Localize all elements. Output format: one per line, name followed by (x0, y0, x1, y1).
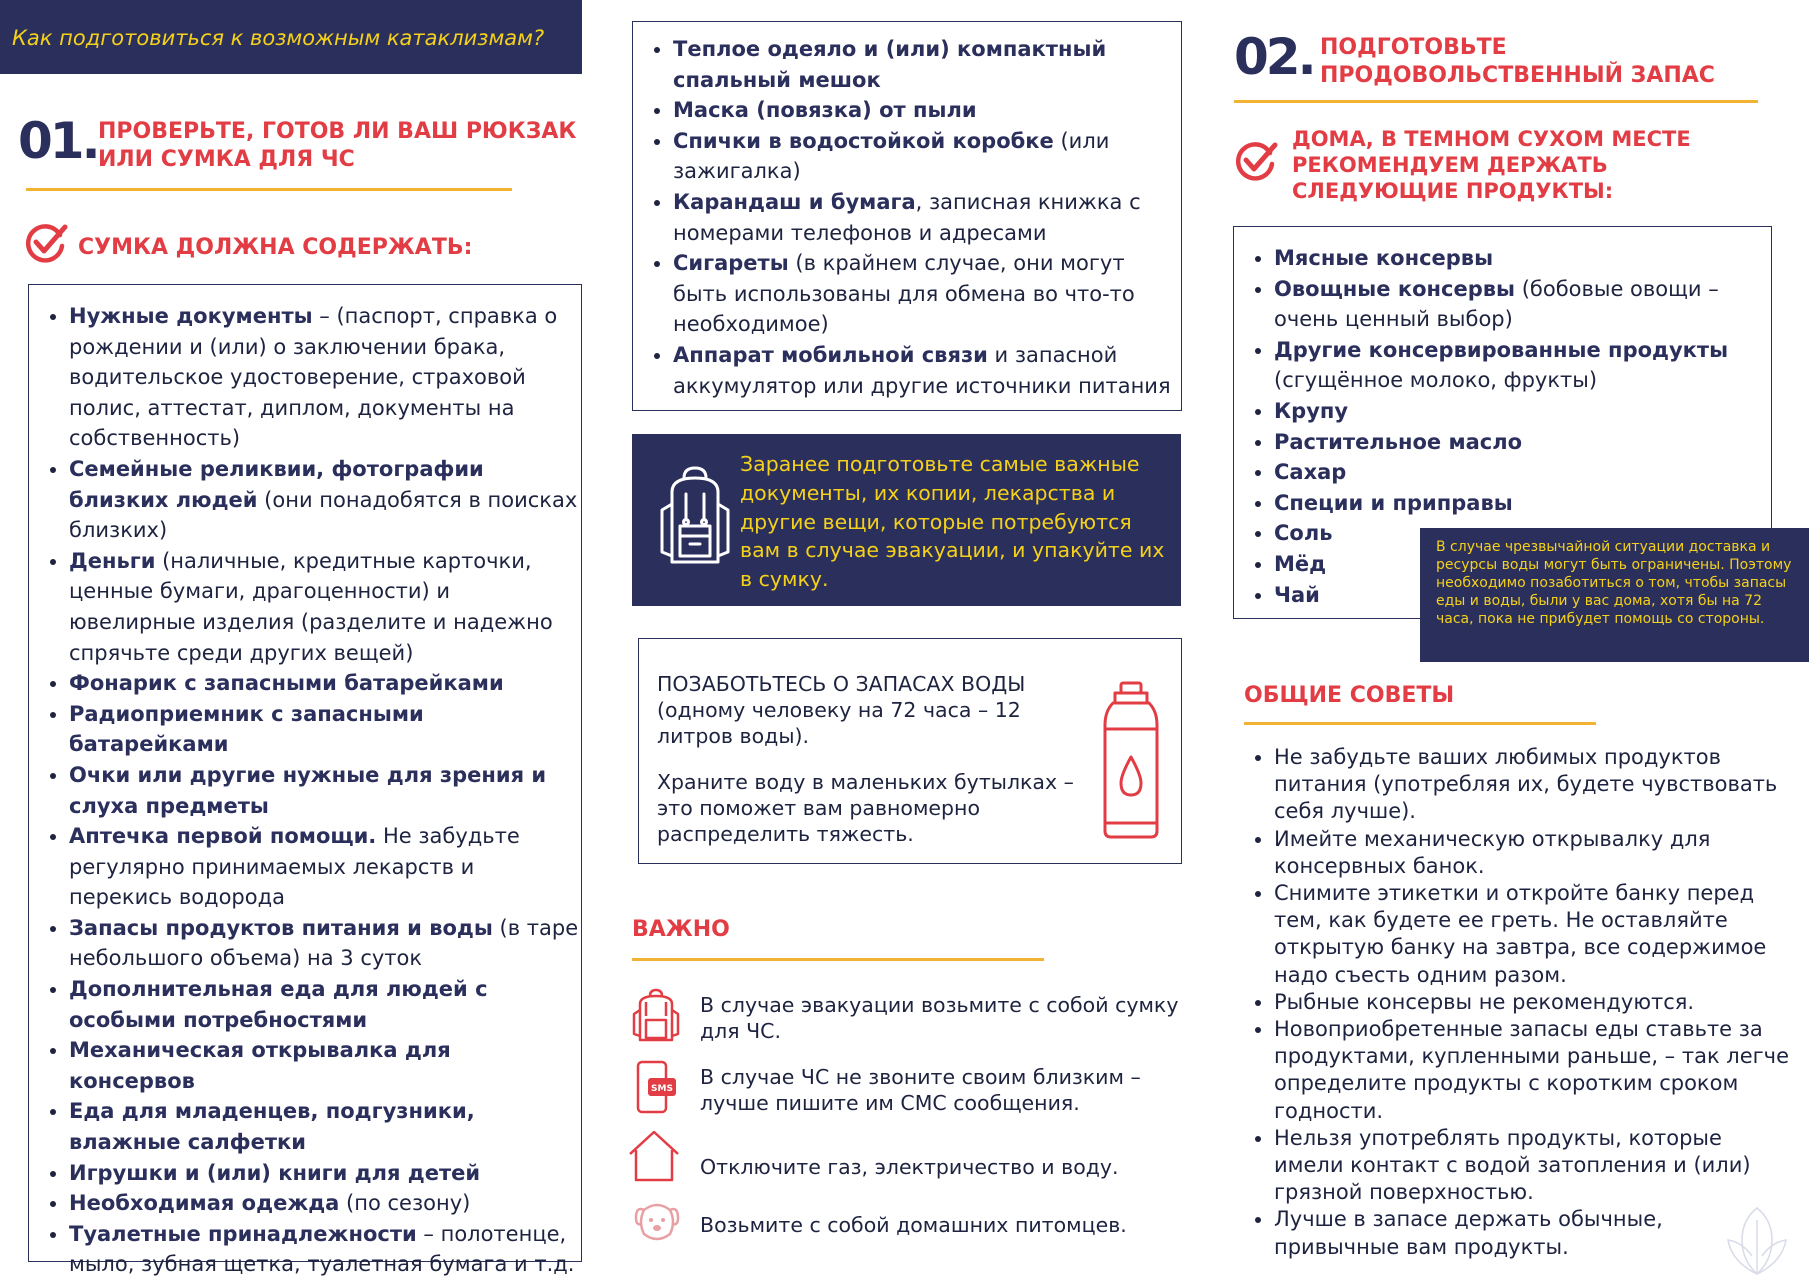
bag-contents-list (29, 301, 581, 1280)
bag-item-bold: Радиоприемник с запасными батарейками (69, 701, 424, 757)
tip-item (1274, 826, 1794, 880)
emergency-note-panel (1420, 528, 1809, 662)
check-circle-icon (1234, 140, 1278, 184)
tips-underline (1244, 722, 1596, 725)
water-supply-box (638, 638, 1182, 864)
dog-icon (632, 1196, 682, 1246)
food-item-detail: (бобовые овощи – очень ценный выбор) (1274, 276, 1719, 332)
food-item-bold: Чай (1274, 582, 1320, 607)
tip-item-text: Снимите этикетки и откройте банку перед тем, как будете ее греть. Не оставляйте открытую банку на завтра, все содержимое надо съесть одним разом. (1274, 881, 1767, 987)
food-item-bold: Другие консервированные продукты (1274, 337, 1729, 362)
bag-item (673, 187, 1181, 248)
section2-underline (1234, 100, 1758, 103)
tip-item-text: Новоприобретенные запасы еды ставьте за продуктами, купленными раньше, – так легче определите продукты с коротким сроком годности. (1274, 1017, 1790, 1123)
bag-item (69, 454, 581, 546)
food-item (1274, 457, 1771, 488)
bag-item-detail: (в таре небольшого объема) на 3 суток (69, 915, 579, 971)
section1-title (98, 118, 578, 174)
section1-number: 01. (18, 112, 98, 170)
food-item-bold: Растительное масло (1274, 429, 1523, 454)
food-item (1274, 274, 1771, 335)
tip-item-text: Нельзя употреблять продукты, которые имели контакт с водой затопления и (или) грязной поверхностью. (1274, 1125, 1751, 1205)
important-item (632, 1128, 1192, 1190)
important-item (632, 1060, 1192, 1122)
bag-item (69, 699, 581, 760)
food-item (1274, 243, 1771, 274)
bag-item-bold: Сигареты (673, 251, 789, 276)
section2-title-line2: ПРОДОВОЛЬСТВЕННЫЙ ЗАПАС (1320, 63, 1715, 88)
bag-item-bold: Теплое одеяло и (или) компактный спальный мешок (673, 37, 1107, 92)
important-item (632, 988, 1192, 1050)
house-icon (626, 1128, 682, 1184)
bag-item-detail: – (паспорт, справка о рождении и (или) о заключении брака, водительское удостоверение, страховой полис, аттестат, диплом, документы на собственность) (69, 304, 558, 451)
tip-item-text: Лучше в запасе держать обычные, привычные вам продукты. (1274, 1207, 1663, 1259)
bag-item-detail: (или зажигалка) (673, 128, 1110, 184)
bag-item (69, 913, 581, 974)
water-bottle-icon (1099, 681, 1163, 841)
bag-item-bold: Маска (повязка) от пыли (673, 98, 977, 123)
bag-item-detail: (в крайнем случае, они могут быть использованы для обмена во что-то необходимое) (673, 251, 1135, 337)
tip-item (1274, 744, 1794, 826)
bag-item-bold: Запасы продуктов питания и воды (69, 915, 493, 940)
tips-list (1234, 744, 1794, 1261)
emergency-note-text: В случае чрезвычайной ситуации доставка и ресурсы воды могут быть ограничены. Поэтому необходимо позаботиться о том, чтобы запасы еды и воды, были у вас дома, хотя бы на 72 часа, пока не прибудет помощь со стороны. (1436, 539, 1792, 627)
food-item (1274, 488, 1771, 519)
important-underline (632, 958, 1044, 961)
bag-item-bold: Еда для младенцев, подгузники, влажные салфетки (69, 1099, 475, 1155)
bag-item-detail: Не забудьте регулярно принимаемых лекарств и перекись водорода (69, 824, 520, 910)
important-item (632, 1196, 1192, 1258)
bag-item-bold: Игрушки и (или) книги для детей (69, 1160, 481, 1185)
bag-item-detail: , записная книжка с номерами телефонов и адресами (673, 189, 1141, 245)
bag-item (69, 821, 581, 913)
tip-item (1274, 1206, 1794, 1260)
bag-item (69, 546, 581, 668)
tips-heading: ОБЩИЕ СОВЕТЫ (1244, 683, 1455, 708)
tips-block (1234, 744, 1794, 1261)
sms-label: SMS (651, 1084, 673, 1094)
tip-item-text: Рыбные консервы не рекомендуются. (1274, 989, 1695, 1014)
bag-item-bold: Семейные реликвии, фотографии близких людей (69, 456, 484, 512)
food-item-bold: Сахар (1274, 460, 1347, 485)
important-item-text: Возьмите с собой домашних питомцев. (700, 1213, 1127, 1237)
section1-underline (26, 188, 512, 191)
bag-contents-continued-list (633, 34, 1181, 401)
bag-item-bold: Деньги (69, 548, 156, 573)
bag-item-bold: Карандаш и бумага (673, 189, 916, 214)
section1-title-line2: ИЛИ СУМКА ДЛЯ ЧС (98, 147, 355, 172)
tip-item (1274, 1125, 1794, 1207)
bag-contents-list-box (28, 284, 582, 1277)
food-item-bold: Мёд (1274, 551, 1327, 576)
food-item (1274, 335, 1771, 396)
bag-item (673, 95, 1181, 126)
bag-note-text: Заранее подготовьте самые важные документы, их копии, лекарства и другие вещи, которые потребуются вам в случае эвакуации, и упакуйте их в сумку. (740, 452, 1165, 592)
food-item-bold: Специи и приправы (1274, 490, 1513, 515)
sms-phone-icon (632, 1060, 680, 1116)
section2-number: 02. (1234, 28, 1314, 86)
food-item (1274, 427, 1771, 458)
decorative-emblem-icon (1722, 1200, 1792, 1278)
bag-item (673, 34, 1181, 95)
food-item (1274, 396, 1771, 427)
bag-item (69, 1219, 581, 1280)
bag-item (673, 126, 1181, 187)
section1-title-line1: ПРОВЕРЬТЕ, ГОТОВ ЛИ ВАШ РЮКЗАК (98, 119, 577, 144)
tip-item (1274, 1016, 1794, 1125)
tip-item (1274, 880, 1794, 989)
header-title: Как подготовиться к возможным катаклизмам? (12, 26, 545, 50)
bag-item (673, 340, 1181, 401)
important-item-text: В случае ЧС не звоните своим близким – лучше пишите им СМС сообщения. (700, 1065, 1141, 1115)
bag-item-bold: Механическая открывалка для консервов (69, 1038, 451, 1093)
bag-item-detail: (по сезону) (339, 1191, 471, 1216)
food-item-detail: (сгущённое молоко, фрукты) (1274, 368, 1598, 393)
bag-item-detail: (они понадобятся в поисках близких) (69, 487, 578, 543)
header-banner (0, 0, 582, 74)
section2-subheading: ДОМА, В ТЕМНОМ СУХОМ МЕСТЕ РЕКОМЕНДУЕМ ДЕРЖАТЬ СЛЕДУЮЩИЕ ПРОДУКТЫ: (1292, 127, 1691, 203)
bag-item-bold: Необходимая одежда (69, 1191, 340, 1216)
food-item-bold: Соль (1274, 521, 1333, 546)
water-supply-text-2: Храните воду в маленьких бутылках – это поможет вам равномерно распределить тяжесть. (657, 770, 1074, 846)
backpack-icon (650, 464, 740, 574)
backpack-icon (632, 988, 680, 1044)
bag-item-bold: Очки или другие нужные для зрения и слуха предметы (69, 762, 547, 818)
bag-item-detail: и запасной аккумулятор или другие источники питания (673, 342, 1171, 398)
food-item-bold: Овощные консервы (1274, 276, 1516, 301)
bag-item-bold: Дополнительная еда для людей с особыми потребностями (69, 977, 488, 1032)
bag-item-detail: (наличные, кредитные карточки, ценные бумаги, драгоценности) и ювелирные изделия (разделите и надежно спрячьте среди других вещей) (69, 548, 553, 665)
section1-subheading: СУМКА ДОЛЖНА СОДЕРЖАТЬ: (78, 235, 473, 260)
bag-item-bold: Фонарик с запасными батарейками (69, 671, 504, 696)
bag-item-bold: Аппарат мобильной связи (673, 342, 988, 367)
bag-item (69, 1158, 581, 1189)
food-item-bold: Мясные консервы (1274, 246, 1494, 270)
bag-item-bold: Туалетные принадлежности (69, 1221, 417, 1246)
bag-item-detail: – полотенце, мыло, зубная щетка, туалетная бумага и т.д. (69, 1221, 575, 1277)
bag-item (69, 1188, 581, 1219)
bag-item-bold: Аптечка первой помощи. (69, 824, 377, 849)
bag-item-bold: Нужные документы (69, 304, 313, 328)
bag-item (69, 1096, 581, 1157)
bag-item (69, 1035, 581, 1096)
important-item-text: Отключите газ, электричество и воду. (700, 1155, 1119, 1179)
bag-item (69, 301, 581, 454)
check-circle-icon (24, 222, 68, 266)
section2-title (1320, 34, 1800, 90)
tip-item-text: Не забудьте ваших любимых продуктов питания (употребляя их, будете чувствовать себя лучше). (1274, 745, 1778, 824)
section2-title-line1: ПОДГОТОВЬТЕ (1320, 35, 1507, 60)
bag-item (673, 248, 1181, 340)
bag-item (69, 760, 581, 821)
water-supply-text-1: ПОЗАБОТЬТЕСЬ О ЗАПАСАХ ВОДЫ (одному человеку на 72 часа – 12 литров воды). (657, 672, 1026, 748)
bag-note-panel (632, 434, 1181, 606)
tip-item-text: Имейте механическую открывалку для консервных банок. (1274, 826, 1711, 878)
bag-item (69, 668, 581, 699)
food-item-bold: Крупу (1274, 398, 1349, 423)
bag-item-bold: Спички в водостойкой коробке (673, 128, 1054, 153)
important-heading: ВАЖНО (632, 917, 730, 942)
tip-item (1274, 989, 1794, 1016)
bag-contents-continued-box (632, 21, 1182, 411)
bag-item (69, 974, 581, 1035)
important-item-text: В случае эвакуации возьмите с собой сумку для ЧС. (700, 993, 1179, 1043)
